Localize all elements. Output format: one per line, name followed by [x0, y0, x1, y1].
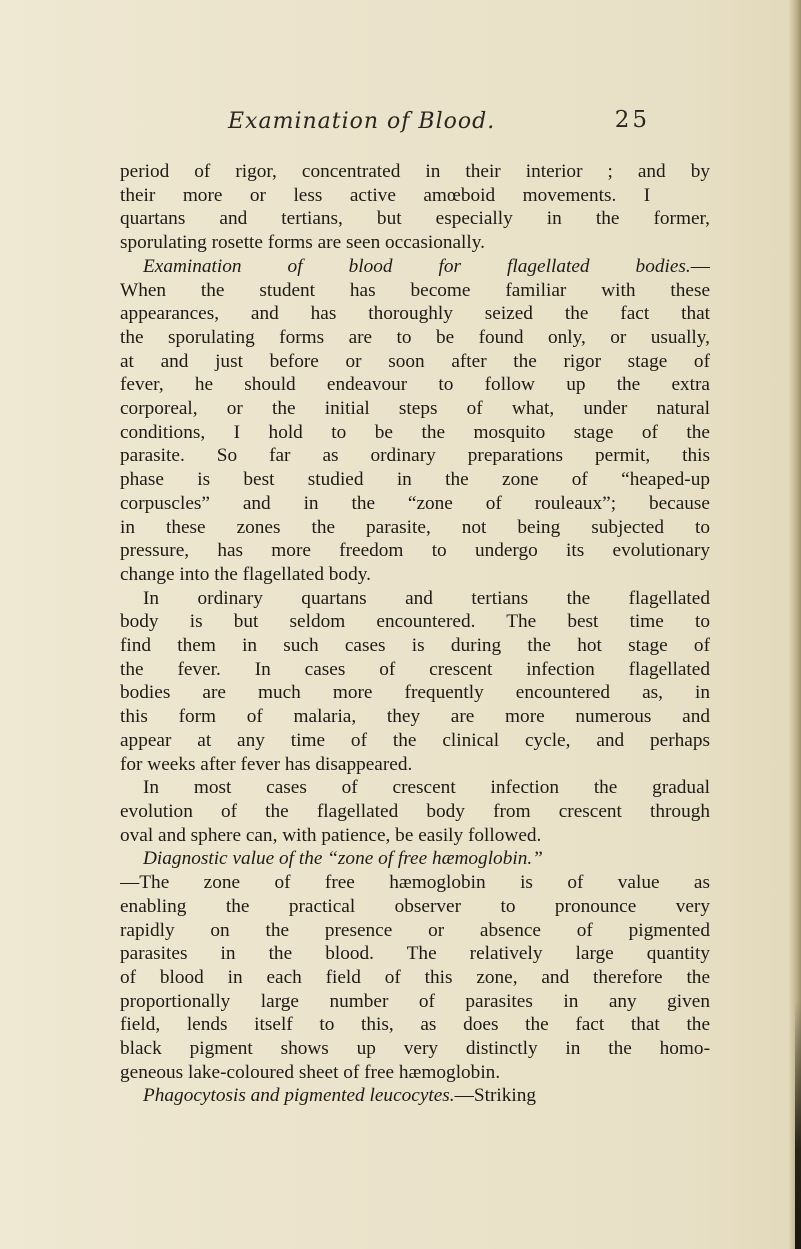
- text-line: oval and sphere can, with patience, be easily followed.: [120, 824, 542, 846]
- text-line: geneous lake-coloured sheet of free hæmoglobin.: [120, 1061, 501, 1083]
- text-line: In ordinary quartans and tertians the flagellated: [143, 587, 710, 609]
- text-line: the fever. In cases of crescent infection flagellated: [120, 658, 710, 680]
- text-line: quartans and tertians, but especially in the former,: [120, 208, 710, 230]
- text-line: sporulating rosette forms are seen occasionally.: [120, 232, 485, 254]
- text-line: of blood in each field of this zone, and therefore the: [120, 966, 710, 988]
- page-edge-dark: [795, 1000, 801, 1249]
- running-title: Examination of Blood.: [228, 109, 496, 134]
- text-line: bodies are much more frequently encountered as, in: [120, 682, 710, 704]
- text-line: for weeks after fever has disappeared.: [120, 753, 413, 775]
- heading-line-diagnostic: [120, 847, 710, 871]
- text-line: at and just before or soon after the rigor stage of: [120, 350, 710, 372]
- text-line: —The zone of free hæmoglobin is of value as: [120, 872, 710, 894]
- text-line: evolution of the flagellated body from crescent through: [120, 800, 710, 822]
- text-line: in these zones the parasite, not being subjected to: [120, 516, 710, 538]
- heading-line-flagellated: [120, 255, 710, 279]
- text-line: this form of malaria, they are more numerous and: [120, 706, 710, 728]
- text-line: When the student has become familiar with these: [120, 279, 710, 301]
- heading-dash: —: [690, 255, 710, 277]
- text-line: conditions, I hold to be the mosquito stage of the: [120, 421, 710, 443]
- section-heading-flagellated: Examination of blood for flagellated bodies.: [143, 255, 691, 277]
- section-heading-diagnostic: Diagnostic value of the “zone of free hæmoglobin.”: [143, 848, 543, 870]
- text-line: parasites in the blood. The relatively large quantity: [120, 943, 710, 965]
- text-line: black pigment shows up very distinctly in the homo-: [120, 1038, 710, 1060]
- text-line: enabling the practical observer to pronounce very: [120, 895, 710, 917]
- text-line: their more or less active amœboid movements. I: [120, 184, 710, 206]
- text-line: the sporulating forms are to be found only, or usually,: [120, 326, 710, 348]
- text-line: appearances, and has thoroughly seized the fact that: [120, 303, 710, 325]
- text-line: corpuscles” and in the “zone of rouleaux”; because: [120, 492, 710, 514]
- heading-line-phagocytosis: [120, 1084, 710, 1108]
- text-line: corporeal, or the initial steps of what, under natural: [120, 398, 710, 420]
- heading-continuation: —Striking: [454, 1085, 537, 1107]
- text-line: pressure, has more freedom to undergo its evolutionary: [120, 540, 710, 562]
- text-line: appear at any time of the clinical cycle, and perhaps: [120, 729, 710, 751]
- page-number: 25: [614, 107, 650, 133]
- text-line: parasite. So far as ordinary preparations permit, this: [120, 445, 710, 467]
- text-line: fever, he should endeavour to follow up the extra: [120, 374, 710, 396]
- text-line: proportionally large number of parasites in any given: [120, 990, 710, 1012]
- text-line: find them in such cases is during the hot stage of: [120, 635, 710, 657]
- text-line: phase is best studied in the zone of “heaped-up: [120, 469, 710, 491]
- text-line: field, lends itself to this, as does the fact that the: [120, 1014, 710, 1036]
- body-text: [120, 160, 710, 1108]
- text-line: body is but seldom encountered. The best time to: [120, 611, 710, 633]
- section-heading-phagocytosis: Phagocytosis and pigmented leucocytes.: [143, 1085, 455, 1107]
- page-header: [200, 107, 660, 147]
- text-line: change into the flagellated body.: [120, 563, 371, 585]
- text-line: period of rigor, concentrated in their interior ; and by: [120, 161, 710, 182]
- text-line: In most cases of crescent infection the gradual: [143, 777, 710, 799]
- text-line: rapidly on the presence or absence of pigmented: [120, 919, 710, 941]
